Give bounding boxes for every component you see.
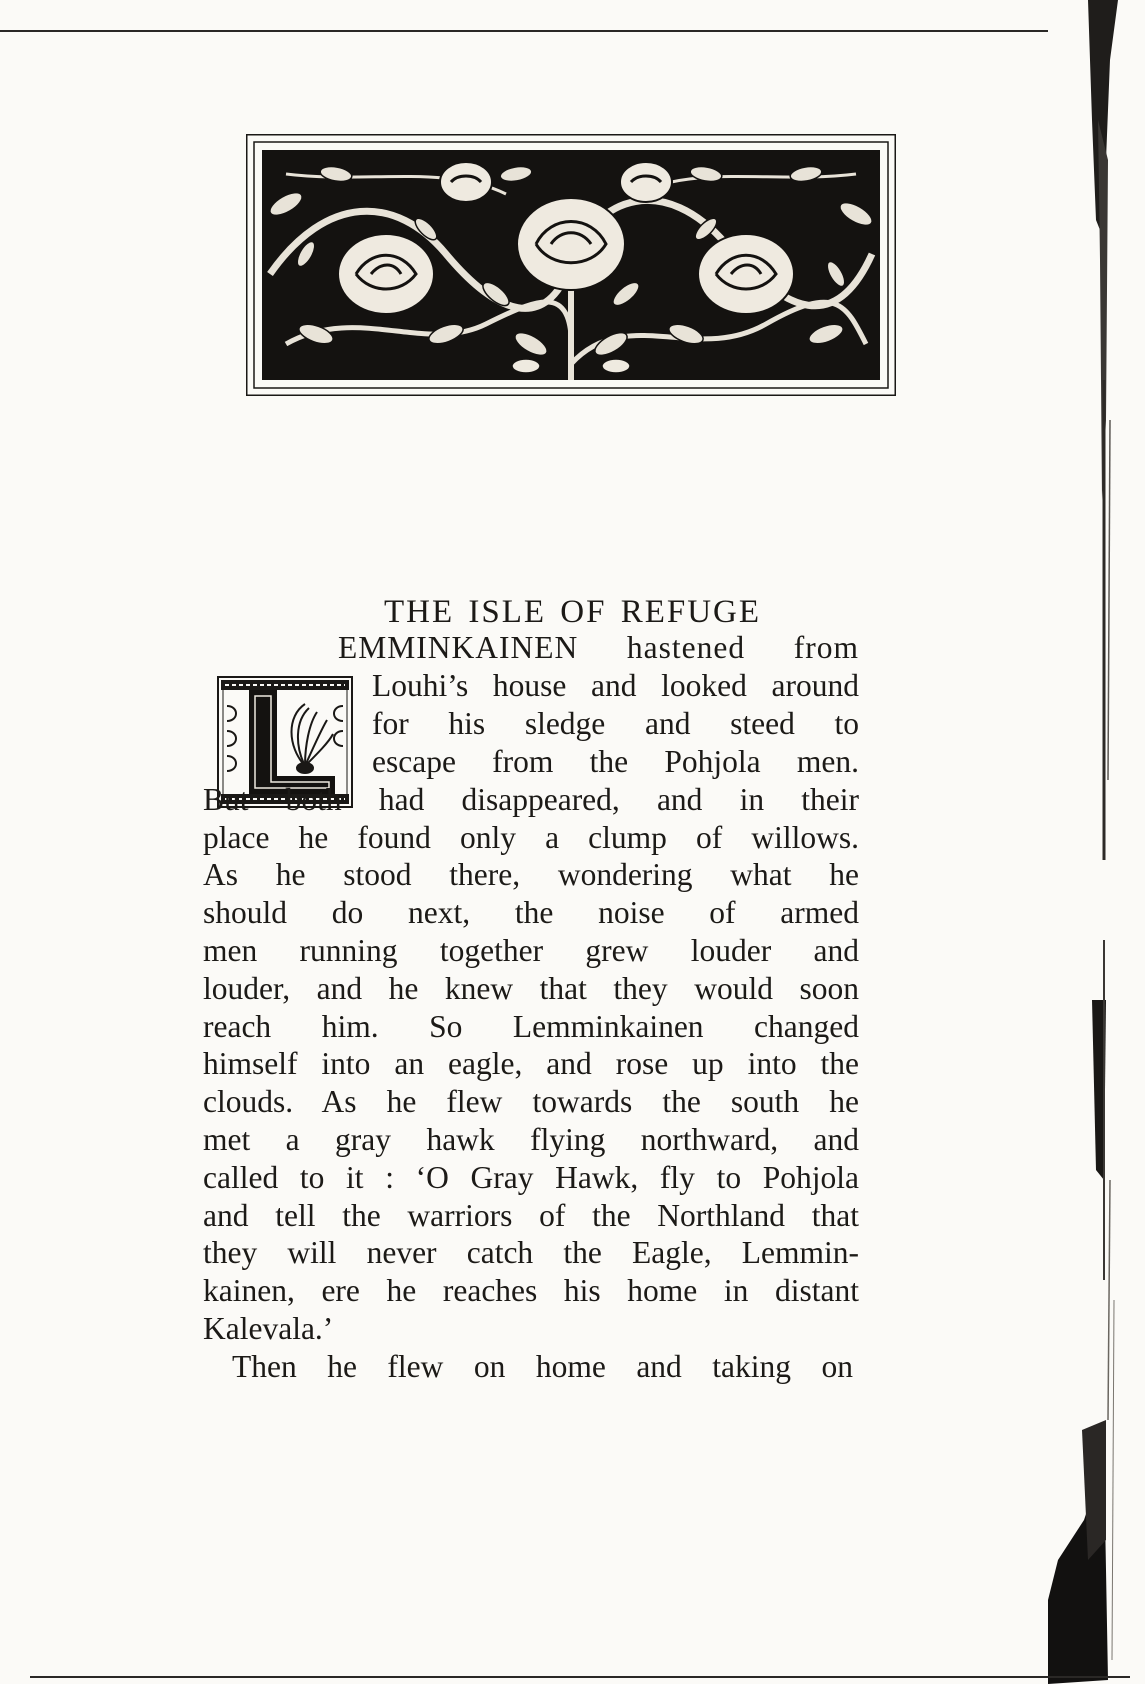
body-line-6: place he found only a clump of willows. (203, 820, 859, 855)
body-line-8: should do next, the noise of armed (203, 895, 859, 930)
body-line-15: called to it : ‘O Gray Hawk, fly to Pohjola (203, 1160, 859, 1195)
body-line-11: reach him. So Lemminkainen changed (203, 1009, 859, 1044)
body-line-7: As he stood there, wondering what he (203, 857, 859, 892)
top-page-rule (0, 30, 1060, 32)
body-line-14: met a gray hawk flying northward, and (203, 1122, 859, 1157)
body-line-17: they will never catch the Eagle, Lemmin- (203, 1235, 859, 1270)
body-line-2: Louhi’s house and looked around (372, 668, 859, 703)
body-line-5: But both had disappeared, and in their (203, 782, 859, 817)
body-line-16: and tell the warriors of the Northland that (203, 1198, 859, 1233)
body-line-10: louder, and he knew that they would soon (203, 971, 859, 1006)
body-line-19: Kalevala.’ (203, 1311, 334, 1346)
chapter-title: THE ISLE OF REFUGE (383, 594, 762, 630)
body-line-9: men running together grew louder and (203, 933, 859, 968)
body-line-3: for his sledge and steed to (372, 706, 859, 741)
body-line-1: EMMINKAINEN hastened from (338, 630, 859, 665)
floral-headpiece-ornament (246, 134, 896, 396)
bottom-page-rule (30, 1676, 1130, 1678)
binding-gutter-shadow (1048, 0, 1145, 1684)
body-line-20: Then he flew on home and taking on (232, 1349, 853, 1384)
body-line-12: himself into an eagle, and rose up into the (203, 1046, 859, 1081)
body-line-18: kainen, ere he reaches his home in distant (203, 1273, 859, 1308)
body-line-4: escape from the Pohjola men. (372, 744, 859, 779)
body-line-13: clouds. As he flew towards the south he (203, 1084, 859, 1119)
